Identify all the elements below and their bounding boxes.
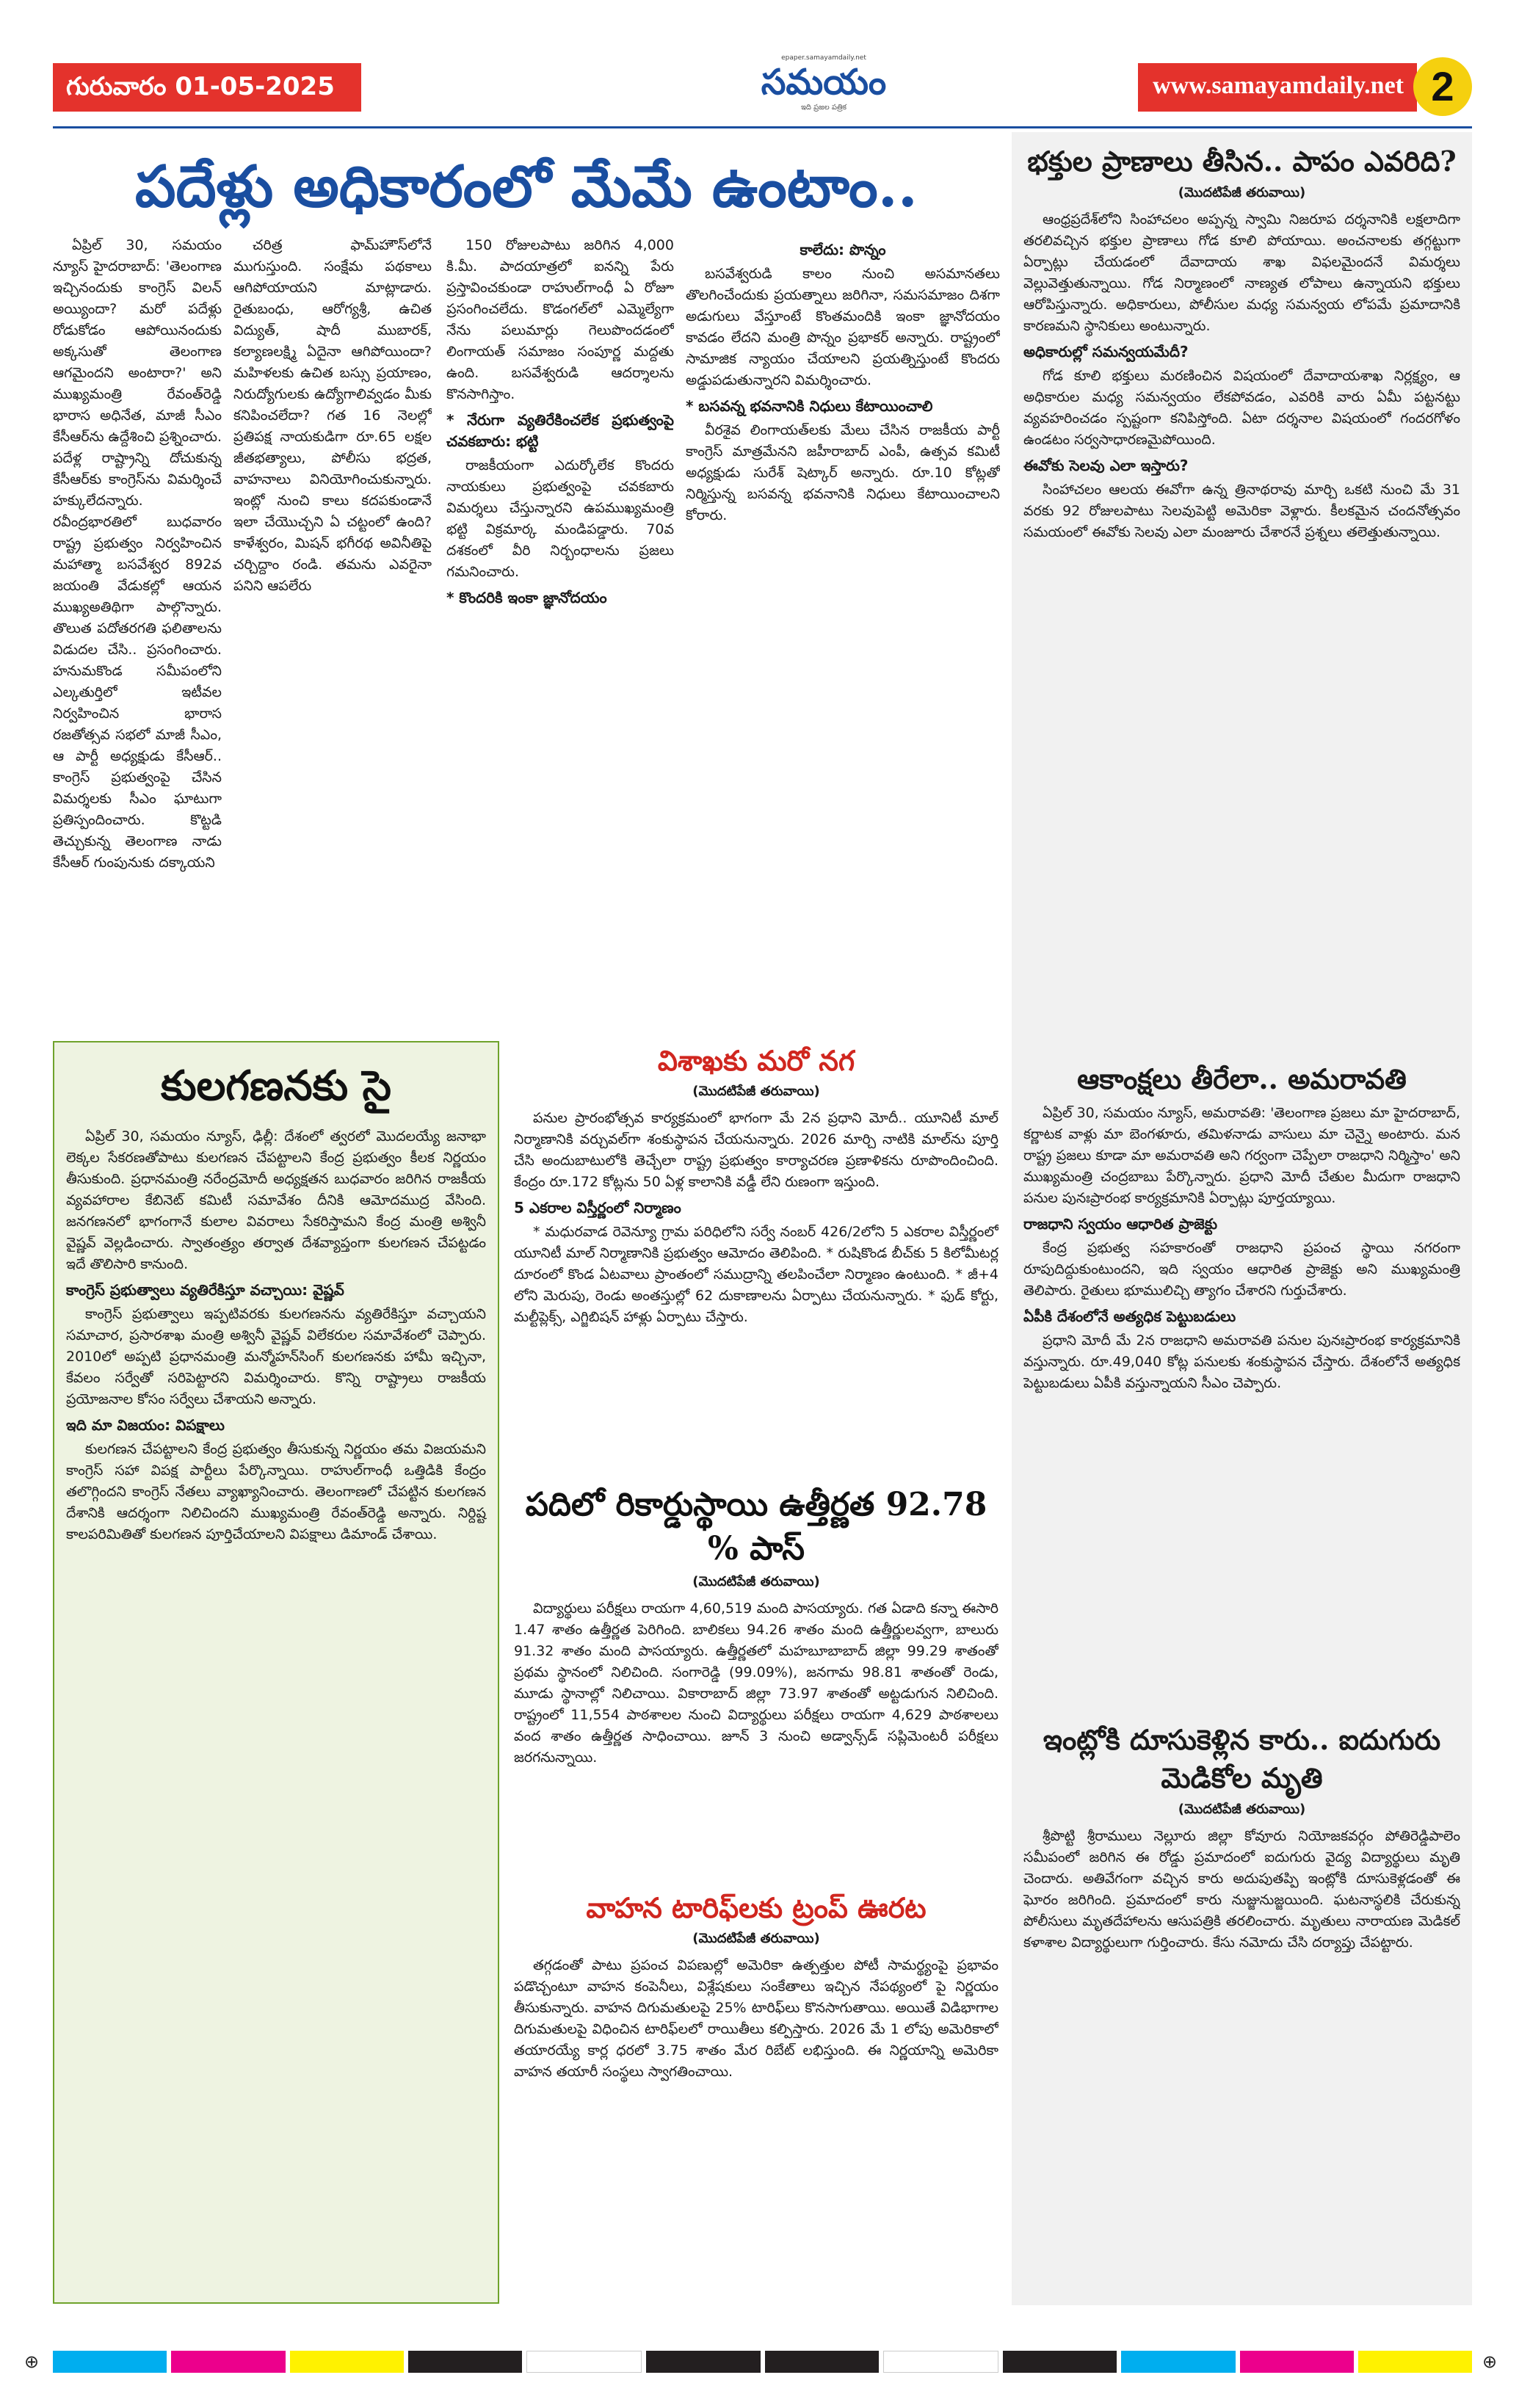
results-credit: (మొదటిపేజీ తరువాయి) (692, 1574, 820, 1589)
issue-date: గురువారం 01-05-2025 (53, 63, 361, 112)
logo-title: సమయం (761, 62, 887, 103)
caste-census-text-c: కులగణన చేపట్టాలని కేంద్ర ప్రభుత్వం తీసుకున్న నిర్ణయం తమ విజయమని కాంగ్రెస్ సహా విపక్ష పార్టీలు పేర్కొన్నాయి. రాహుల్‌గాంధీ ఒత్తిడికి కేంద్రం తలొగ్గిందని కాంగ్రెస్ నేతలు వ్యాఖ్యానించారు. తెలంగాణలో చేపట్టిన కులగణన దేశానికి ఆదర్శంగా నిలిచిందని ముఖ్యమంత్రి రేవంత్‌రెడ్డి అన్నారు. నిర్దిష్ట కాలపరిమితితో కులగణన పూర్తిచేయాలని విపక్షాలు డిమాండ్ చేశాయి. (66, 1441, 486, 1542)
accident-text: శ్రీపొట్టి శ్రీరాములు నెల్లూరు జిల్లా కోవూరు నియోజకవర్గం పోతిరెడ్డిపాలెం సమీపంలో జరిగిన ఈ రోడ్డు ప్రమాదంలో ఐదుగురు వైద్య విద్యార్థులు మృతి చెందారు. అతివేగంగా వచ్చిన కారు అదుపుతప్పి ఇంట్లోకి దూసుకెళ్లడంతో ఈ ఘోరం జరిగింది. ప్రమాదంలో కారు నుజ్జునుజ్జయింది. ఘటనాస్థలికి చేరుకున్న పోలీసులు మృతదేహాలను ఆసుపత్రికి తరలించారు. మృతులు నారాయణ మెడికల్ కళాశాల విద్యార్థులుగా గుర్తించారు. కేసు నమోదు చేసి దర్యాప్తు చేపట్టారు. (1023, 1828, 1460, 1951)
tariff-text: తగ్గడంతో పాటు ప్రపంచ విపణుల్లో అమెరికా ఉత్పత్తుల పోటీ సామర్థ్యంపై ప్రభావం పడొచ్చంటూ వాహన కంపెనీలు, విశ్లేషకులు సంకేతాలు ఇచ్చిన నేపథ్యంలో పై నిర్ణయం తీసుకున్నారు. వాహన దిగుమతులపై 25% టారిఫ్‌లు కొనసాగుతాయి. అయితే విడిభాగాల దిగుమతులపై విధించిన టారిఫ్‌లలో రాయితీలు కల్పిస్తారు. 2026 మే 1 లోపు అమెరికాలో తయారయ్యే కార్ల ధరలో 3.75 శాతం మేర రిబేట్ లభిస్తుంది. ఈ నిర్ణయాన్ని అమెరికా వాహన తయారీ సంస్థలు స్వాగతించాయి. (514, 1957, 998, 2080)
newspaper-logo[interactable] (684, 54, 963, 113)
colour-swatch (53, 2351, 167, 2373)
caste-census-subhead-2: ఇది మా విజయం: విపక్షాలు (66, 1416, 225, 1434)
colour-swatch (1003, 2351, 1117, 2373)
right-column (1012, 132, 1472, 2305)
colour-swatch (1358, 2351, 1472, 2373)
colour-swatch (171, 2351, 285, 2373)
lead-headline: పదేళ్లు అధికారంలో మేమే ఉంటాం.. (135, 153, 918, 220)
story-caste-census (53, 1041, 499, 2304)
amaravati-headline: ఆకాంక్షలు తీరేలా.. అమరావతి (1077, 1062, 1407, 1095)
lead-column-2 (233, 235, 432, 1031)
lead-subhead-ponnam: * కొందరికి ఇంకా జ్ఞానోదయం (446, 589, 607, 606)
amaravati-subhead-2: ఏపీకి దేశంలోనే అత్యధిక పెట్టుబడులు (1023, 1308, 1236, 1325)
caste-census-text: ఏప్రిల్ 30, సమయం న్యూస్, ఢిల్లీ: దేశంలో త్వరలో మొదలయ్యే జనాభా లెక్కల సేకరణతోపాటు కులగణన చేపట్టాలని కేంద్ర ప్రభుత్వం కీలక నిర్ణయం తీసుకుంది. ప్రధానమంత్రి నరేంద్రమోదీ అధ్యక్షతన బుధవారం జరిగిన రాజకీయ వ్యవహారాల కేబినెట్ కమిటీ సమావేశం దీనికి ఆమోదముద్ర వేసింది. జనగణనలో భాగంగానే కులాల వివరాలు సేకరిస్తామని కేంద్ర మంత్రి అశ్వినీ వైష్ణవ్ వెల్లడించారు. స్వాతంత్ర్యం తర్వాత దేశవ్యాప్తంగా కులగణన చేపట్టడం ఇదే తొలిసారి కానుంది. (66, 1128, 486, 1272)
lead-col3-text: 150 రోజులపాటు జరిగిన 4,000 కి.మీ. పాదయాత్రలో ఐనన్ని పేరు ప్రస్తావించకుండా రాహుల్‌గాంధీ ఏ రోజూ ప్రసంగించలేదు. కొడంగల్‌లో ఎమ్మెల్యేగా నేను పలుమార్లు గెలుపొందడంలో లింగాయత్ సమాజం సంపూర్ణ మద్దతు ఉంది. బసవేశ్వరుడి ఆదర్శాలను కొనసాగిస్తాం. (446, 237, 674, 402)
lead-column-1 (53, 235, 222, 1031)
lead-col1-text: ఏప్రిల్ 30, సమయం న్యూస్ హైదరాబాద్: 'తెలంగాణ ఇచ్చినందుకు కాంగ్రెస్ విలన్ అయ్యిందా? మరో పదేళ్లు రోడుకోడం ఆపోయినందుకు అక్కసుతో తెలంగాణ ఆగమైందని అంటారా?' అని ముఖ్యమంత్రి రేవంత్‌రెడ్డి భారాస అధినేత, మాజీ సీఎం కేసీఆర్‌ను ఉద్దేశించి ప్రశ్నించారు. పదేళ్ల రాష్ట్రాన్ని దోచుకున్న కేసీఆర్‌కు కాంగ్రెస్‌ను విమర్శించే హక్కులేదన్నారు. రవీంద్రభారతిలో బుధవారం రాష్ట్ర ప్రభుత్వం నిర్వహించిన మహాత్మా బసవేశ్వర 892వ జయంతి వేడుకల్లో ఆయన ముఖ్యఅతిథిగా పాల్గొన్నారు. తొలుత పదోతరగతి ఫలితాలను విడుదల చేసి.. ప్రసంగించారు. హనుమకొండ సమీపంలోని ఎల్కతుర్తిలో ఇటీవల నిర్వహించిన భారాస రజతోత్సవ సభలో మాజీ సీఎం, ఆ పార్టీ అధ్యక్షుడు కేసీఆర్.. కాంగ్రెస్ ప్రభుత్వంపై చేసిన విమర్శలకు సీఎం ఘాటుగా ప్రతిస్పందించారు. కొట్టడి తెచ్చుకున్న తెలంగాణ నాడు కేసీఆర్ గుంపునుకు దక్కాయని (53, 237, 222, 871)
caste-census-subhead-1: కాంగ్రెస్ ప్రభుత్వాలు వ్యతిరేకిస్తూ వచ్చాయి: వైష్ణవ్ (66, 1281, 344, 1299)
lead-col2-text: చరిత్ర ఫామ్‌హౌస్‌లోనే ముగుస్తుంది. సంక్షేమ పథకాలు ఆగిపోయాయని మాట్లాడారు. రైతుబంధు, ఆరోగ్యశ్రీ, ఉచిత విద్యుత్, షాదీ ముబారక్, కల్యాణలక్ష్మి ఏదైనా ఆగిపోయిందా? మహిళలకు ఉచిత బస్సు ప్రయాణం, నిరుద్యోగులకు ఉద్యోగాలివ్వడం మీకు కనిపించలేదా? గత 16 నెలల్లో ప్రతిపక్ష నాయకుడిగా రూ.65 లక్షల జీతభత్యాలు, పోలీసు భద్రత, వాహనాలు వినియోగించుకున్నారు. ఇంట్లో నుంచి కాలు కదపకుండానే ఇలా చేయొచ్చని ఏ చట్టంలో ఉంది? కాళేశ్వరం, మిషన్ భగీరథ అవినీతిపై చర్చిద్దాం రండి. తమను ఎవరైనా పనిని ఆపలేరు (233, 237, 432, 594)
visakha-text: పనుల ప్రారంభోత్సవ కార్యక్రమంలో భాగంగా మే 2న ప్రధాని మోదీ.. యూనిటీ మాల్ నిర్మాణానికి వర్చువల్‌గా శంకుస్థాపన చేయనున్నారు. 2026 మార్చి నాటికి మాల్‌ను పూర్తి చేసి అందుబాటులోకి తెచ్చేలా రాష్ట్ర ప్రభుత్వం కార్యాచరణ ప్రణాళికను రూపొందించింది. కేంద్రం రూ.172 కోట్లను 50 ఏళ్ల కాలానికి వడ్డీ లేని రుణంగా ఇస్తుంది. (514, 1110, 998, 1190)
simhachalam-subhead-2: ఈవోకు సెలవు ఎలా ఇస్తారు? (1023, 457, 1189, 474)
story-trump-tariff (514, 1888, 998, 2304)
registration-mark-right: ⊕ (1482, 2351, 1498, 2372)
story-amaravati (1023, 1060, 1460, 1721)
masthead-divider (53, 126, 1472, 128)
colour-registration-strip (53, 2349, 1472, 2374)
masthead (53, 47, 1472, 120)
lead-column-4 (686, 235, 1000, 1031)
lead-col3-text-b: రాజకీయంగా ఎదుర్కోలేక కొందరు నాయకులు ప్రభుత్వంపై చవకబారు విమర్శలు చేస్తున్నారని ఉపముఖ్యమంత్రి భట్టి విక్రమార్క మండిపడ్డారు. 70వ దశకంలో వీరి నిర్బంధాలను ప్రజలు గమనించారు. (446, 457, 674, 580)
visakha-credit: (మొదటిపేజీ తరువాయి) (692, 1084, 820, 1099)
colour-swatch (1121, 2351, 1235, 2373)
visakha-subhead: 5 ఎకరాల విస్తీర్ణంలో నిర్మాణం (514, 1199, 681, 1216)
caste-census-headline: కులగణనకు సై (161, 1062, 391, 1110)
visakha-headline: విశాఖకు మరో నగ (657, 1044, 855, 1077)
results-headline: పదిలో రికార్డుస్థాయి ఉత్తీర్ణత 92.78 % పాస్ (525, 1486, 987, 1567)
colour-swatch (408, 2351, 522, 2373)
simhachalam-headline: భక్తుల ప్రాణాలు తీసిన.. పాపం ఎవరిది? (1027, 145, 1457, 178)
lead-subhead-basavanna: * బసవన్న భవనానికి నిధులు కేటాయించాలి (686, 397, 933, 415)
amaravati-text: ఏప్రిల్ 30, సమయం న్యూస్, అమరావతి: 'తెలంగాణ ప్రజలు మా హైదరాబాద్, కర్ణాటక వాళ్లు మా బెంగళూరు, తమిళనాడు వాసులు మా చెన్నై అంటారు. మన రాష్ట్ర ప్రజలు కూడా మా అమరావతి అని గర్వంగా చెప్పేలా రాజధాని నిర్మిస్తాం' అని ముఖ్యమంత్రి చంద్రబాబు పేర్కొన్నారు. ప్రధాని మోదీ చేతుల మీదుగా రాజధాని పనుల పునఃప్రారంభ కార్యక్రమానికి ఏర్పాట్లు పూర్తయ్యాయి. (1023, 1105, 1460, 1206)
registration-mark-left: ⊕ (23, 2351, 40, 2372)
story-simhachalam (1023, 142, 1460, 1060)
simhachalam-subhead-1: అధికారుల్లో సమన్వయమేదీ? (1023, 343, 1189, 360)
page-number-badge: 2 (1413, 57, 1472, 116)
lead-subhead-bhatti: * నేరుగా వ్యతిరేకించలేక ప్రభుత్వంపై చవకబారు: భట్టి (446, 411, 674, 450)
visakha-bullets: * మధురవాడ రెవెన్యూ గ్రామ పరిధిలోని సర్వే నంబర్ 426/2లోని 5 ఎకరాల విస్తీర్ణంలో యూనిటీ మాల్ నిర్మాణానికి ప్రభుత్వం ఆమోదం తెలిపింది. * రుషికొండ బీచ్‌కు 5 కిలోమీటర్ల దూరంలో కొండ ఏటవాలు ప్రాంతంలో సముద్రాన్ని తలపించేలా నిర్మాణం ఉంటుంది. * జీ+4 లోని మెరుపు, రెండు అంతస్తుల్లో 62 దుకాణాలను ఏర్పాటు చేయనున్నారు. * ఫుడ్ కోర్టు, మల్టీప్లెక్స్, ఎగ్జిబిషన్ హాళ్లు ఏర్పాటు చేస్తారు. (514, 1224, 998, 1325)
tariff-headline: వాహన టారిఫ్‌లకు ట్రంప్ ఊరట (586, 1891, 927, 1924)
story-visakha-mall (514, 1041, 998, 1474)
logo-url-small: epaper.samayamdaily.net (781, 54, 866, 62)
colour-swatch (290, 2351, 404, 2373)
colour-swatch (526, 2351, 642, 2373)
website-url[interactable]: www.samayamdaily.net (1138, 63, 1417, 112)
amaravati-text-c: ప్రధాని మోదీ మే 2న రాజధాని అమరావతి పనుల పునఃప్రారంభ కార్యక్రమానికి వస్తున్నారు. రూ.49,040 కోట్ల పనులకు శంకుస్థాపన చేస్తారు. దేశంలోనే అత్యధిక పెట్టుబడులు ఏపీకి వస్తున్నాయని సీఎం చెప్పారు. (1023, 1332, 1460, 1391)
colour-swatch (646, 2351, 760, 2373)
simhachalam-text-b: గోడ కూలి భక్తులు మరణించిన విషయంలో దేవాదాయశాఖ నిర్లక్ష్యం, ఆ అధికారుల మధ్య సమన్వయం లేకపోవడం, ఎవరికి వారు ఏమీ పట్టనట్టు వ్యవహరించడం స్పష్టంగా కనిపిస్తోంది. ఏటా దర్శనాల విషయంలో గందరగోళం ఉండటం సర్వసాధారణమైపోయింది. (1023, 368, 1460, 448)
amaravati-text-b: కేంద్ర ప్రభుత్వ సహకారంతో రాజధాని ప్రపంచ స్థాయి నగరంగా రూపుదిద్దుకుంటుందని, ఇది స్వయం ఆధారిత ప్రాజెక్టు అని ముఖ్యమంత్రి తెలిపారు. రైతులు భూములిచ్చి త్యాగం చేశారని గుర్తుచేశారు. (1023, 1240, 1460, 1299)
lead-col4-text: బసవేశ్వరుడి కాలం నుంచి అసమానతలు తొలగించేందుకు ప్రయత్నాలు జరిగినా, సమసమాజం దిశగా అడుగులు వేస్తూంటే కొంతమందికి ఇంకా జ్ఞానోదయం కావడం లేదని మంత్రి పొన్నం ప్రభాకర్ అన్నారు. రాష్ట్రంలో సామాజిక న్యాయం చేయాలని ప్రయత్నిస్తుంటే కొందరు అడ్డుపడుతున్నారని విమర్శించారు. (686, 266, 1000, 388)
accident-credit: (మొదటిపేజీ తరువాయి) (1178, 1802, 1306, 1817)
colour-swatch (1240, 2351, 1354, 2373)
simhachalam-credit: (మొదటిపేజీ తరువాయి) (1178, 185, 1306, 200)
results-text: విద్యార్థులు పరీక్షలు రాయగా 4,60,519 మంది పాసయ్యారు. గత ఏడాది కన్నా ఈసారి 1.47 శాతం ఉత్తీర్ణత పెరిగింది. బాలికలు 94.26 శాతం మంది ఉత్తీర్ణులవ్వగా, బాలురు 91.32 శాతం మంది పాసయ్యారు. ఉత్తీర్ణతలో మహబూబాబాద్ జిల్లా 99.29 శాతంతో ప్రథమ స్థానంలో నిలిచింది. సంగారెడ్డి (99.09%), జనగామ 98.81 శాతంతో రెండు, మూడు స్థానాల్లో నిలిచాయి. వికారాబాద్ జిల్లా 73.97 శాతంతో అట్టడుగున నిలిచింది. రాష్ట్రంలో 11,554 పాఠశాలల నుంచి విద్యార్థులు పరీక్షలు రాయగా 4,629 పాఠశాలలు వంద శాతం ఉత్తీర్ణత సాధించాయి. జూన్ 3 నుంచి అడ్వాన్స్‌డ్ సప్లిమెంటరీ పరీక్షలు జరగనున్నాయి. (514, 1600, 998, 1766)
story-ssc-results (514, 1483, 998, 1879)
tariff-credit: (మొదటిపేజీ తరువాయి) (692, 1931, 820, 1946)
caste-census-text-b: కాంగ్రెస్ ప్రభుత్వాలు ఇప్పటివరకు కులగణనను వ్యతిరేకిస్తూ వచ్చాయని సమాచార, ప్రసారశాఖ మంత్రి అశ్వినీ వైష్ణవ్ విలేకరుల సమావేశంలో చెప్పారు. 2010లో అప్పటి ప్రధానమంత్రి మన్మోహన్‌సింగ్ కులగణనకు హామీ ఇచ్చినా, కేవలం సర్వేతో సరిపెట్టారని విమర్శించారు. కొన్ని రాష్ట్రాలు రాజకీయ ప్రయోజనాల కోసం సర్వేలు చేశాయని అన్నారు. (66, 1306, 486, 1407)
colour-swatch (883, 2351, 998, 2373)
lead-subhead-ponnam-cont: కాలేదు: పొన్నం (800, 241, 886, 258)
lead-col4-text-b: వీరశైవ లింగాయత్‌లకు మేలు చేసిన రాజకీయ పార్టీ కాంగ్రెస్ మాత్రమేనని జహీరాబాద్ ఎంపీ, ఉత్సవ కమిటీ అధ్యక్షుడు సురేశ్ షెట్కార్ అన్నారు. రూ.10 కోట్లతో నిర్మిస్తున్న బసవన్న భవనానికి నిధులు కేటాయించాలని కోరారు. (686, 422, 1000, 523)
accident-headline: ఇంట్లోకి దూసుకెళ్లిన కారు.. ఐదుగురు మెడికోల మృతి (1043, 1723, 1441, 1794)
amaravati-subhead-1: రాజధాని స్వయం ఆధారిత ప్రాజెక్టు (1023, 1215, 1218, 1233)
colour-swatch (765, 2351, 879, 2373)
simhachalam-text-c: సింహాచలం ఆలయ ఈవోగా ఉన్న త్రినాథరావు మార్చి ఒకటి నుంచి మే 31 వరకు 92 రోజులపాటు సెలవుపెట్టి అమెరికా వెళ్లారు. కీలకమైన చందనోత్సవం సమయంలో ఈవోకు సెలవు ఎలా మంజూరు చేశారనే ప్రశ్నలు తలెత్తుతున్నాయి. (1023, 482, 1460, 540)
simhachalam-text: ఆంధ్రప్రదేశ్‌లోని సింహాచలం అప్పన్న స్వామి నిజరూప దర్శనానికి లక్షలాదిగా తరలివచ్చిన భక్తుల ప్రాణాలు గోడ కూలి పోయాయి. అంచనాలకు తగ్గట్టుగా ఏర్పాట్లు చేయడంలో దేవాదాయ శాఖ విఫలమైందనే విమర్శలు వెల్లువెత్తుతున్నాయి. గోడ నిర్మాణంలో నాణ్యత లోపాలు ఉన్నాయని భక్తులు ఆరోపిస్తున్నారు. అధికారులు, పోలీసుల మధ్య సమన్వయ లోపమే ప్రమాదానికి కారణమని స్థానికులు అంటున్నారు. (1023, 211, 1460, 334)
lead-column-3 (446, 235, 674, 1031)
logo-tagline: ఇది ప్రజల పత్రిక (801, 104, 846, 112)
story-car-accident (1023, 1721, 1460, 2279)
